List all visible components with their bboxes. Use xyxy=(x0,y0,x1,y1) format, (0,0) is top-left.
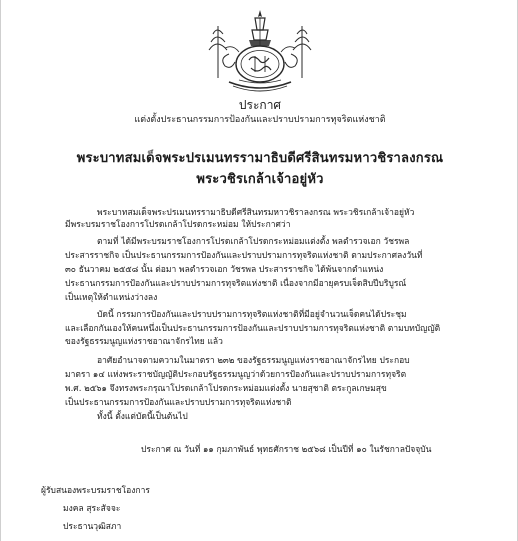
body-line: และเลือกกันเองให้คนหนึ่งเป็นประธานกรรมการป้องกันและปราบปรามการทุจริตแห่งชาติ ตามบทบัญญัติ xyxy=(65,324,441,334)
king-name-line-2: พระวชิรเกล้าเจ้าอยู่หัว xyxy=(196,172,324,187)
announcement-subject: แต่งตั้งประธานกรรมการป้องกันและปราบปรามการทุจริตแห่งชาติ xyxy=(134,115,386,125)
body-line: ตามที่ ได้มีพระบรมราชโองการโปรดเกล้าโปรดกระหม่อมแต่งตั้ง พลตำรวจเอก วัชรพล xyxy=(97,237,410,247)
date-line: ประกาศ ณ วันที่ ๑๑ กุมภาพันธ์ พุทธศักราช ๒๕๖๘ เป็นปีที่ ๑๐ ในรัชกาลปัจจุบัน xyxy=(141,445,432,455)
body-line: ประสารราชกิจ เป็นประธานกรรมการป้องกันและปราบปรามการทุจริตแห่งชาติ ตามประกาศลงวันที่ xyxy=(65,251,423,261)
announcement-title: ประกาศ xyxy=(238,98,282,112)
body-line: บัดนี้ กรรมการป้องกันและปราบปรามการทุจริตแห่งชาติที่มีอยู่จำนวนเจ็ดคนได้ประชุม xyxy=(97,310,407,320)
body-line: ของรัฐธรรมนูญแห่งราชอาณาจักรไทย แล้ว xyxy=(65,337,223,347)
body-line: ๓๐ ธันวาคม ๒๕๕๘ นั้น ต่อมา พลตำรวจเอก วัชรพล ประสารราชกิจ ได้พ้นจากตำแหน่ง xyxy=(65,265,384,275)
body-line: เป็นเหตุให้ตำแหน่งว่างลง xyxy=(65,293,158,303)
body-line: มาตรา ๑๔ แห่งพระราชบัญญัติประกอบรัฐธรรมนูญว่าด้วยการป้องกันและปราบปรามการทุจริต xyxy=(65,370,407,380)
body-line: พระบาทสมเด็จพระปรเมนทรรามาธิบดีศรีสินทรมหาวชิราลงกรณ พระวชิรเกล้าเจ้าอยู่หัว xyxy=(97,208,415,218)
body-line: มีพระบรมราชโองการโปรดเกล้าโปรดกระหม่อม ให้ประกาศว่า xyxy=(65,220,291,230)
body-line: เป็นประธานกรรมการป้องกันและปราบปรามการทุจริตแห่งชาติ xyxy=(65,398,292,408)
body-line: ประธานกรรมการป้องกันและปราบปรามการทุจริตแห่งชาติ เนื่องจากมีอายุครบเจ็ดสิบปีบริบูรณ์ xyxy=(65,279,407,289)
body-line: ทั้งนี้ ตั้งแต่บัดนี้เป็นต้นไป xyxy=(97,412,188,422)
signature-position: ประธานวุฒิสภา xyxy=(63,522,122,532)
signature-role: ผู้รับสนองพระบรมราชโองการ xyxy=(41,486,150,496)
royal-cipher-emblem-graphic xyxy=(189,8,331,96)
body-line: อาศัยอำนาจตามความในมาตรา ๒๓๒ ของรัฐธรรมนูญแห่งราชอาณาจักรไทย ประกอบ xyxy=(97,356,410,366)
signature-name: มงคล สุระสัจจะ xyxy=(63,504,121,514)
body-line: พ.ศ. ๒๕๖๑ จึงทรงพระกรุณาโปรดเกล้าโปรดกระหม่อมแต่งตั้ง นายสุชาติ ตระกูลเกษมสุข xyxy=(65,384,387,394)
royal-cipher-emblem xyxy=(189,8,331,96)
king-name-line-1: พระบาทสมเด็จพระปรเมนทรรามาธิบดีศรีสินทรมหาวชิราลงกรณ xyxy=(76,151,444,166)
